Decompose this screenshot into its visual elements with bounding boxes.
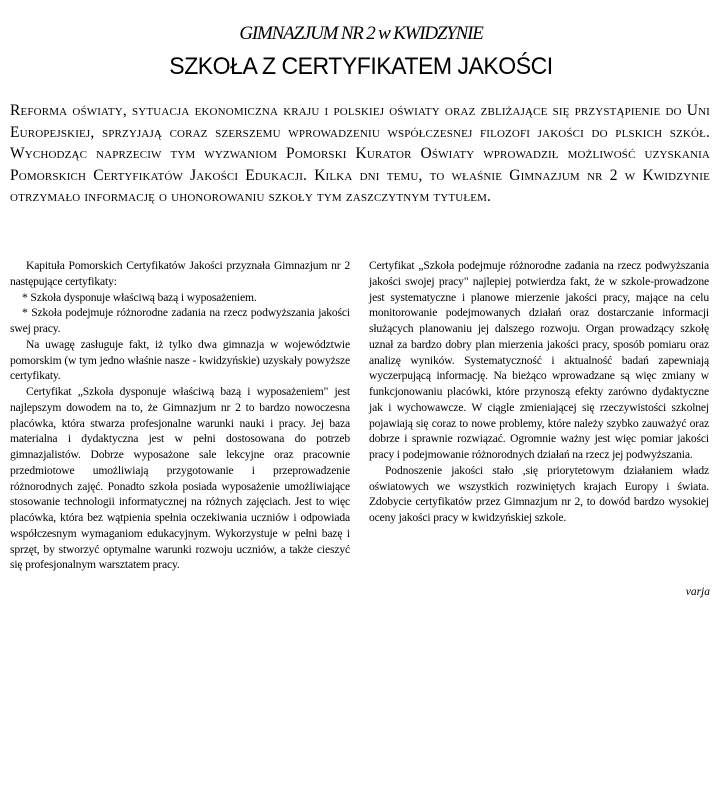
right-column <box>369 258 709 526</box>
paragraph: Certyfikat „Szkoła podejmuje różnorodne zadania na rzecz podwyższania jakości swojej pracy" najlepiej potwierdza fakt, że w szkole-prowadzone jest systematyczne i planowe mierzenie jakości pracy, mające na celu monitorowanie podejmowanych działań oraz dostarczanie informacji służących planowaniu jej dalszego rozwoju. Organ prowadzący szkołę uznał za bardzo dobry plan mierzenia jakości pracy, sposób pomiaru oraz analizę wyników. Systematyczność i aktualność badań zapewniają wyczerpującą informację. Na bieżąco wprowadzane są więc zmiany w funkcjonowaniu placówki, które przynoszą efekty zarówno dydaktyczne jak i wychowawcze. W ciągle zmieniającej się rzeczywistości szkolnej pojawiają się coraz to nowe problemy, które należy szybko zauważyć oraz dobrze i sprawnie rozwiązać. Ogromnie ważny jest więc pomiar jakości pracy i podejmowanie różnorodnych działań na rzecz jej podwyższania. <box>369 259 709 461</box>
article-kicker: GIMNAZJUM NR 2 w KWIDZYNIE <box>239 23 483 44</box>
article-lead: Reforma oświaty, sytuacja ekonomiczna kraju i polskiej oświaty oraz zbliżające się przystąpienie do Uni Europejskiej, sprzyjają coraz szerszemu wprowadzeniu współczesnej filozofi jakości do plskich szkół. Wychodząc naprzeciw tym wyzwaniom Pomorski Kurator Oświaty wprowadził możliwość uzyskania Pomorskich Certyfikatów Jakości Edukacji. Kilka dni temu, to właśnie Gimnazjum nr 2 w Kwidzynie otrzymało informację o uhonorowaniu szkoły tym zaszczytnym tytułem. <box>10 102 710 205</box>
author-signature: varja <box>685 586 710 598</box>
paragraph: Podnoszenie jakości stało ,się priorytetowym działaniem władz oświatowych we wszystkich rozwiniętych krajach Europy i świata. Zdobycie certyfikatów przez Gimnazjum nr 2, to dowód bardzo wysokiej oceny jakości pracy w kwidzyńskiej szkole. <box>369 463 709 524</box>
certificate-item: * Szkoła dysponuje właściwą bazą i wyposażeniem. <box>22 290 257 304</box>
certificate-item: * Szkoła podejmuje różnorodne zadania na rzecz podwyższania jakości swej pracy. <box>10 306 350 335</box>
paragraph: Kapituła Pomorskich Certyfikatów Jakości przyznała Gimnazjum nr 2 następujące certyfikaty: <box>10 259 350 288</box>
paragraph: Na uwagę zasługuje fakt, iż tylko dwa gimnazja w województwie pomorskim (w tym jedno właśnie nasze - kwidzyńskie) uzyskały powyższe certyfikaty. <box>10 337 350 383</box>
article-headline: SZKOŁA Z CERTYFIKATEM JAKOŚCI <box>169 53 553 80</box>
left-column <box>10 258 350 573</box>
paragraph: Certyfikat „Szkoła dysponuje właściwą bazą i wyposażeniem" jest najlepszym dowodem na to, że Gimnazjum nr 2 to bardzo nowoczesna placówka, która stwarza profesjonalne warunki nauki i pracy. Jej baza materialna i dydaktyczna jest w pełni dostosowana do potrzeb gimnazjalistów. Dobrze wyposażone sale lekcyjne oraz pracownie przedmiotowe umożliwiają przygotowanie i przeprowadzenie różnorodnych zajęć. Ponadto szkoła posiada wyposażenie umożliwiające stosowanie technologii informatycznej na różnych zajęciach. Jest to więc placówka, która bez wątpienia spełnia oczekiwania uczniów i odpowiada współczesnym wymaganiom edukacyjnym. Wykorzystuje w pełni bazę i sprzęt, by stworzyć optymalne warunki rozwoju uczniów, a także cieszyć się profesjonalnym warsztatem pracy. <box>10 385 350 572</box>
